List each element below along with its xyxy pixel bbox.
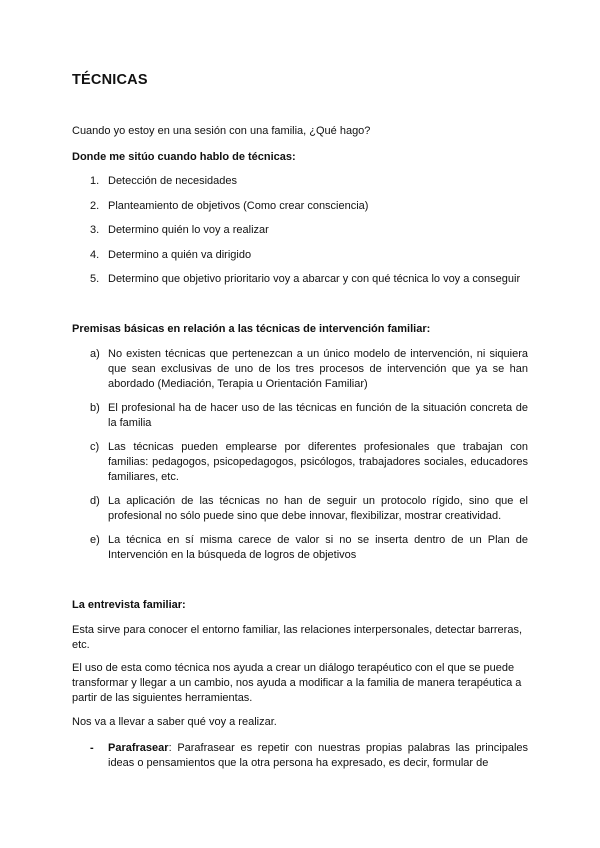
bullet-marker: - xyxy=(90,742,94,754)
list-item: No existen técnicas que pertenezcan a un único modelo de intervención, ni siquiera que sean exclusivas de uno de los tres procesos de intervención que ya se han abordado (Mediación, Terapia u Orientación Familiar) xyxy=(108,348,528,390)
bullet-item xyxy=(108,741,528,771)
intro-question: Cuando yo estoy en una sesión con una familia, ¿Qué hago? xyxy=(72,125,371,137)
section-heading-techniques: Donde me sitúo cuando hablo de técnicas: xyxy=(72,151,296,163)
list-marker: 5. xyxy=(90,273,100,285)
list-item: Detección de necesidades xyxy=(108,175,238,187)
list-item: El profesional ha de hacer uso de las técnicas en función de la situación concreta de la familia xyxy=(108,402,528,429)
list-item: La aplicación de las técnicas no han de seguir un protocolo rígido, sino que el profesional no sólo puede sino que debe innovar, flexibilizar, mostrar creatividad. xyxy=(108,495,528,522)
list-marker: a) xyxy=(90,348,100,360)
paragraph: Esta sirve para conocer el entorno familiar, las relaciones interpersonales, detectar barreras, etc. xyxy=(72,624,523,651)
page-title: TÉCNICAS xyxy=(72,72,148,88)
list-item: Determino quién lo voy a realizar xyxy=(108,224,269,236)
list-item: La técnica en sí misma carece de valor si no se inserta dentro de un Plan de Intervención en la búsqueda de logros de objetivos xyxy=(108,534,528,561)
list-marker: 4. xyxy=(90,249,100,261)
paragraph: Nos va a llevar a saber qué voy a realizar. xyxy=(72,716,277,728)
list-marker: c) xyxy=(90,441,100,453)
bullet-term: Parafrasear xyxy=(108,742,169,754)
list-item: Las técnicas pueden emplearse por diferentes profesionales que trabajan con familias: pedagogos, psicopedagogos, psicólogos, trabajadores sociales, educadores familiares, etc. xyxy=(108,441,528,483)
list-item: Determino que objetivo prioritario voy a abarcar y con qué técnica lo voy a conseguir xyxy=(108,273,521,285)
section-heading-premises: Premisas básicas en relación a las técnicas de intervención familiar: xyxy=(72,323,431,335)
list-item: Determino a quién va dirigido xyxy=(108,249,252,261)
section-heading-interview: La entrevista familiar: xyxy=(72,599,186,611)
list-marker: e) xyxy=(90,534,100,546)
list-marker: d) xyxy=(90,495,100,507)
bullet-text: : Parafrasear es repetir con nuestras propias palabras las principales ideas o pensamientos que la otra persona ha expresado, es decir, formular de xyxy=(108,742,528,769)
paragraph: El uso de esta como técnica nos ayuda a crear un diálogo terapéutico con el que se puede transformar y llegar a un cambio, nos ayuda a modificar a la familia de manera terapéutica a partir de las siguientes herramientas. xyxy=(72,662,522,704)
list-marker: 2. xyxy=(90,200,100,212)
list-marker: b) xyxy=(90,402,100,414)
list-item: Planteamiento de objetivos (Como crear consciencia) xyxy=(108,200,369,212)
list-marker: 3. xyxy=(90,224,100,236)
list-marker: 1. xyxy=(90,175,100,187)
